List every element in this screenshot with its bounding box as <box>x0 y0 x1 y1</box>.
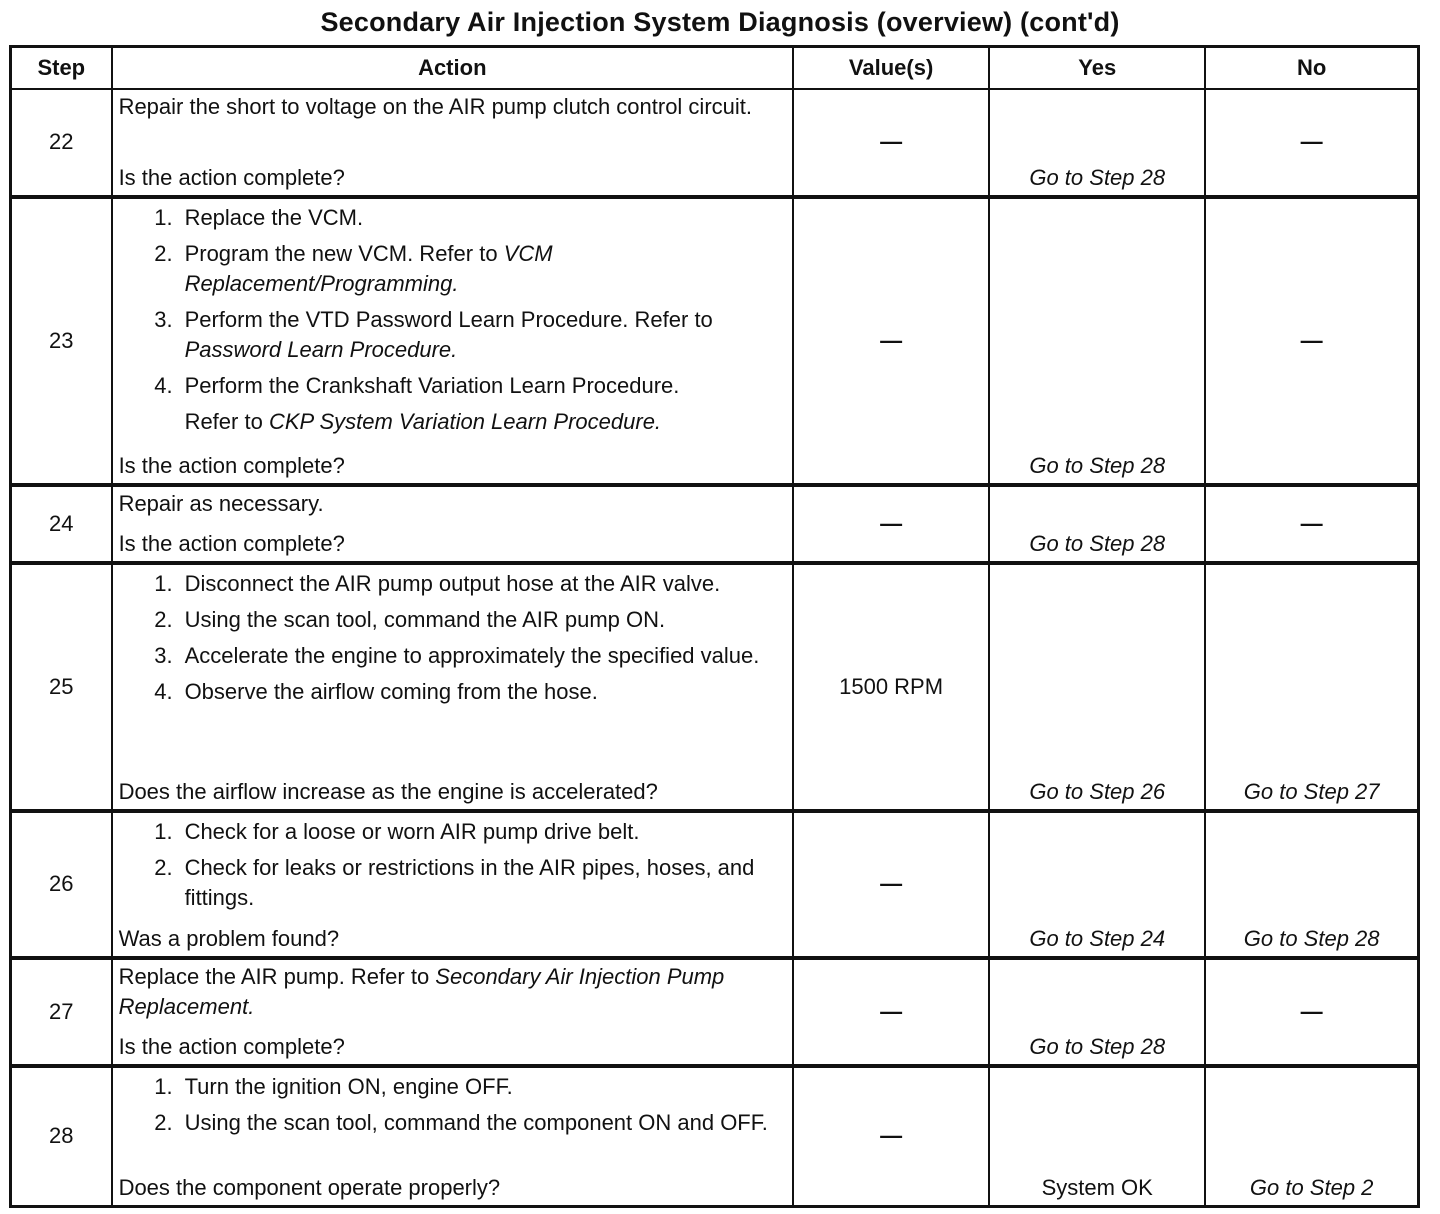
yes-cell <box>989 197 1205 485</box>
list-item <box>119 1108 786 1138</box>
table-row <box>11 89 1419 197</box>
yes-cell <box>989 563 1205 811</box>
yes-result: System OK <box>1041 1175 1153 1200</box>
list-item-number: 4. <box>154 372 173 398</box>
yes-result: Go to Step 24 <box>1029 925 1166 951</box>
list-item-body <box>185 371 786 401</box>
action-paragraph <box>119 962 786 1022</box>
action-cell <box>112 811 793 958</box>
action-question: Is the action complete? <box>118 452 345 478</box>
list-item <box>119 371 786 401</box>
list-item <box>119 203 786 233</box>
list-item <box>119 677 786 707</box>
list-item-text: Perform the VTD Password Learn Procedure. Refer to <box>184 306 713 332</box>
action-content <box>113 813 792 956</box>
yes-cell <box>989 89 1205 197</box>
list-item-number: 1. <box>154 204 173 230</box>
list-item <box>119 641 786 671</box>
list-item-number: 2. <box>154 240 173 266</box>
list-item <box>119 305 786 365</box>
no-cell <box>1205 197 1418 485</box>
list-item-number <box>119 407 185 437</box>
value-text: — <box>880 327 903 353</box>
action-question: Does the airflow increase as the engine is accelerated? <box>118 778 658 804</box>
list-item-number: 3. <box>154 306 173 332</box>
value-text: — <box>880 998 903 1024</box>
action-instructions <box>119 815 786 919</box>
action-content <box>113 960 792 1064</box>
action-question: Does the component operate properly? <box>118 1175 501 1200</box>
yes-result: Go to Step 28 <box>1029 452 1166 478</box>
action-step-list <box>119 203 786 437</box>
list-item-body <box>185 853 786 913</box>
yes-cell <box>989 1066 1205 1207</box>
no-result: Go to Step 2 <box>1249 1175 1374 1200</box>
no-result: Go to Step 27 <box>1243 778 1380 804</box>
list-item-body <box>185 305 786 365</box>
list-item-text: Accelerate the engine to approximately the specified value. <box>184 642 760 668</box>
procedure-reference: Password Learn Procedure. <box>184 336 458 362</box>
list-item-number: 4. <box>154 678 173 704</box>
action-question: Is the action complete? <box>118 164 345 190</box>
action-step-list <box>119 569 786 707</box>
action-text: Replace the AIR pump. Refer to <box>118 963 436 989</box>
action-cell <box>112 563 793 811</box>
yes-cell <box>989 485 1205 563</box>
action-instructions <box>119 201 786 443</box>
action-instructions <box>119 567 786 713</box>
no-result: Go to Step 28 <box>1243 925 1380 951</box>
value-cell <box>793 485 989 563</box>
value-cell <box>793 197 989 485</box>
table-row <box>11 485 1419 563</box>
list-item-text: Disconnect the AIR pump output hose at the AIR valve. <box>184 570 721 596</box>
value-text: 1500 RPM <box>839 673 944 699</box>
table-row <box>11 958 1419 1066</box>
list-item-body <box>185 641 786 671</box>
header-row <box>11 47 1419 89</box>
step-number: 24 <box>11 485 112 563</box>
action-cell <box>112 485 793 563</box>
action-content <box>113 565 792 809</box>
list-item-body <box>185 1072 786 1102</box>
action-step-list <box>119 1072 786 1138</box>
value-cell <box>793 958 989 1066</box>
list-item-body <box>185 817 786 847</box>
table-row <box>11 197 1419 485</box>
no-result-none: — <box>1300 998 1323 1024</box>
list-item-number: 1. <box>154 1073 173 1099</box>
value-text: — <box>880 129 903 154</box>
action-question: Was a problem found? <box>118 925 340 951</box>
action-content <box>113 487 792 561</box>
list-item-number: 1. <box>154 570 173 596</box>
value-cell <box>793 563 989 811</box>
table-row <box>11 811 1419 958</box>
list-item <box>119 569 786 599</box>
step-number: 25 <box>11 563 112 811</box>
list-item-body <box>185 407 786 437</box>
no-cell <box>1205 89 1418 197</box>
table-body <box>11 89 1419 1207</box>
list-item-text: Observe the airflow coming from the hose. <box>184 678 598 704</box>
header-values: Value(s) <box>793 47 989 89</box>
value-text: — <box>880 1123 903 1149</box>
list-item-text: Turn the ignition ON, engine OFF. <box>184 1073 513 1099</box>
yes-cell <box>989 958 1205 1066</box>
list-item-text: Perform the Crankshaft Variation Learn Procedure. <box>184 372 680 398</box>
action-instructions <box>119 962 786 1022</box>
table-row <box>11 563 1419 811</box>
no-cell <box>1205 958 1418 1066</box>
list-item-body <box>185 1108 786 1138</box>
action-step-list <box>119 817 786 913</box>
action-cell <box>112 89 793 197</box>
value-cell <box>793 1066 989 1207</box>
list-item-text: Program the new VCM. Refer to <box>184 240 504 266</box>
list-item <box>119 817 786 847</box>
no-result-none: — <box>1300 327 1323 353</box>
step-number: 28 <box>11 1066 112 1207</box>
list-item-text: Using the scan tool, command the AIR pump ON. <box>184 606 666 632</box>
no-cell <box>1205 485 1418 563</box>
list-item-number: 2. <box>154 1109 173 1135</box>
list-item-number: 1. <box>154 818 173 844</box>
no-cell <box>1205 1066 1418 1207</box>
list-item <box>119 1072 786 1102</box>
step-number: 26 <box>11 811 112 958</box>
list-item-text: Refer to <box>184 408 269 434</box>
no-cell <box>1205 563 1418 811</box>
list-item-number: 2. <box>154 606 173 632</box>
action-content <box>113 1068 792 1206</box>
list-item <box>119 853 786 913</box>
list-item <box>119 239 786 299</box>
header-step: Step <box>11 47 112 89</box>
list-item <box>119 407 786 437</box>
action-instructions <box>119 92 786 122</box>
header-yes: Yes <box>989 47 1205 89</box>
procedure-reference: CKP System Variation Learn Procedure. <box>268 408 662 434</box>
action-instructions <box>119 489 786 519</box>
action-paragraph <box>119 489 786 519</box>
list-item-number: 3. <box>154 642 173 668</box>
list-item <box>119 605 786 635</box>
list-item-number: 2. <box>154 854 173 880</box>
list-item-text: Check for a loose or worn AIR pump drive belt. <box>184 818 640 844</box>
value-text: — <box>880 871 903 896</box>
action-question: Is the action complete? <box>118 1033 345 1059</box>
no-result-none: — <box>1300 129 1323 154</box>
list-item-text: Using the scan tool, command the component ON and OFF. <box>184 1109 768 1135</box>
yes-result: Go to Step 28 <box>1029 530 1166 556</box>
action-cell <box>112 958 793 1066</box>
procedure-reference: VCM Replacement/Programming. <box>184 240 553 296</box>
yes-result: Go to Step 28 <box>1029 1033 1166 1059</box>
step-number: 27 <box>11 958 112 1066</box>
list-item-body <box>185 677 786 707</box>
action-question: Is the action complete? <box>118 530 345 556</box>
yes-result: Go to Step 26 <box>1029 778 1166 804</box>
yes-result: Go to Step 28 <box>1029 164 1166 190</box>
action-paragraph <box>119 92 786 122</box>
action-text: Repair as necessary. <box>118 490 324 516</box>
no-result-none: — <box>1300 510 1323 536</box>
action-content <box>113 199 792 483</box>
action-instructions <box>119 1070 786 1144</box>
value-cell <box>793 89 989 197</box>
header-no: No <box>1205 47 1418 89</box>
step-number: 22 <box>11 89 112 197</box>
header-action: Action <box>112 47 793 89</box>
list-item-body <box>185 569 786 599</box>
no-cell <box>1205 811 1418 958</box>
procedure-reference: Secondary Air Injection Pump Replacement. <box>118 963 725 1019</box>
list-item-text: Check for leaks or restrictions in the AIR pipes, hoses, and fittings. <box>184 854 755 910</box>
action-cell <box>112 197 793 485</box>
action-cell <box>112 1066 793 1207</box>
list-item-body <box>185 239 786 299</box>
action-content <box>113 90 792 195</box>
action-text: Repair the short to voltage on the AIR pump clutch control circuit. <box>118 93 752 119</box>
table-row <box>11 1066 1419 1207</box>
value-text: — <box>880 510 903 536</box>
list-item-body <box>185 605 786 635</box>
step-number: 23 <box>11 197 112 485</box>
list-item-text: Replace the VCM. <box>184 204 364 230</box>
value-cell <box>793 811 989 958</box>
list-item-body <box>185 203 786 233</box>
page-title: Secondary Air Injection System Diagnosis (overview) (cont'd) <box>320 7 1120 37</box>
yes-cell <box>989 811 1205 958</box>
diagnosis-table <box>9 45 1420 1208</box>
